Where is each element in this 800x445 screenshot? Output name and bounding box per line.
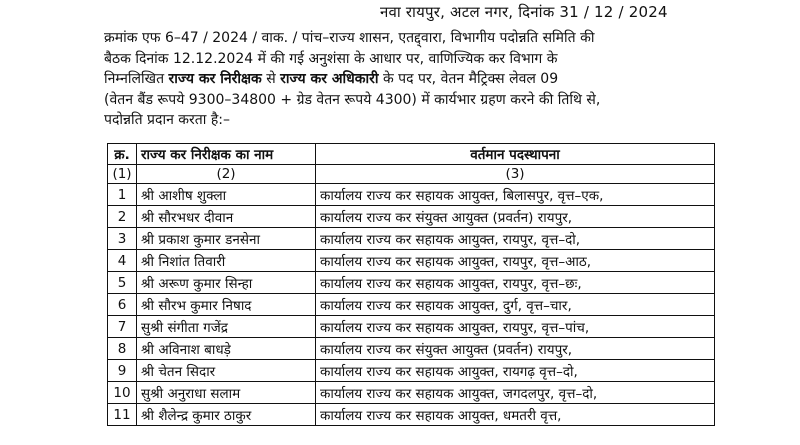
- cell-sno: 7: [108, 316, 137, 338]
- table-row: [108, 360, 715, 382]
- table-row: [108, 382, 715, 404]
- cell-posting: कार्यालय राज्य कर सहायक आयुक्त, रायपुर, वृत्त–आठ,: [316, 250, 715, 272]
- order-line-2: बैठक दिनांक 12.12.2024 में की गई अनुशंसा के आधार पर, वाणिज्यिक कर विभाग के: [104, 50, 558, 67]
- cell-sno: 1: [108, 184, 137, 206]
- cell-sno: 11: [108, 404, 137, 426]
- col-number-3: (3): [316, 165, 715, 184]
- cell-sno: 10: [108, 382, 137, 404]
- cell-name: श्री शैलेन्द्र कुमार ठाकुर: [137, 404, 316, 426]
- cell-posting: कार्यालय राज्य कर सहायक आयुक्त, रायपुर, वृत्त–दो,: [316, 228, 715, 250]
- table-row: [108, 338, 715, 360]
- cell-sno: 8: [108, 338, 137, 360]
- header-sno: क्र.: [108, 144, 137, 165]
- col-number-1: (1): [108, 165, 137, 184]
- cell-sno: 9: [108, 360, 137, 382]
- order-line-3-c: से: [261, 71, 281, 87]
- order-line-4: (वेतन बैंड रूपये 9300–34800 + ग्रेड वेतन रूपये 4300) में कार्यभार ग्रहण करने की तिथि से,: [104, 91, 601, 108]
- order-line-5: पदोन्नति प्रदान करता है:–: [104, 112, 230, 128]
- place-date-line: नवा रायपुर, अटल नगर, दिनांक 31 / 12 / 2024: [380, 3, 668, 21]
- order-line-1: क्रमांक एफ 6–47 / 2024 / वाक. / पांच–राज्य शासन, एतद्द्वारा, विभागीय पदोन्नति समिति की: [104, 30, 595, 46]
- cell-sno: 3: [108, 228, 137, 250]
- cell-name: श्री सौरभधर दीवान: [137, 206, 316, 228]
- table-row: [108, 404, 715, 426]
- cell-posting: कार्यालय राज्य कर सहायक आयुक्त, बिलासपुर, वृत्त–एक,: [316, 184, 715, 206]
- cell-posting: कार्यालय राज्य कर सहायक आयुक्त, दुर्ग, वृत्त–चार,: [316, 294, 715, 316]
- order-line-3-e: के पद पर, वेतन मैट्रिक्स लेवल 09: [378, 71, 559, 87]
- order-line-3: [104, 69, 764, 90]
- cell-posting: कार्यालय राज्य कर सहायक आयुक्त, धमतरी वृत्त,: [316, 404, 715, 426]
- cell-posting: कार्यालय राज्य कर सहायक आयुक्त, जगदलपुर, वृत्त–दो,: [316, 382, 715, 404]
- cell-posting: कार्यालय राज्य कर संयुक्त आयुक्त (प्रवर्तन) रायपुर,: [316, 206, 715, 228]
- cell-name: सुश्री संगीता गजेंद्र: [137, 316, 316, 338]
- cell-posting: कार्यालय राज्य कर संयुक्त आयुक्त (प्रवर्तन) रायपुर,: [316, 338, 715, 360]
- cell-sno: 4: [108, 250, 137, 272]
- cell-posting: कार्यालय राज्य कर सहायक आयुक्त, रायपुर, वृत्त–पांच,: [316, 316, 715, 338]
- cell-name: श्री अरूण कुमार सिन्हा: [137, 272, 316, 294]
- cell-name: सुश्री अनुराधा सलाम: [137, 382, 316, 404]
- from-post: राज्य कर निरीक्षक: [168, 71, 262, 87]
- table-row: [108, 228, 715, 250]
- table-body: [108, 165, 715, 426]
- promotion-table: [107, 143, 715, 426]
- cell-sno: 6: [108, 294, 137, 316]
- header-posting: वर्तमान पदस्थापना: [316, 144, 715, 165]
- table-row: [108, 250, 715, 272]
- cell-sno: 2: [108, 206, 137, 228]
- order-line-3-a: निम्नलिखित: [104, 71, 169, 87]
- header-name: राज्य कर निरीक्षक का नाम: [137, 144, 316, 165]
- cell-name: श्री आशीष शुक्ला: [137, 184, 316, 206]
- column-number-row: [108, 165, 715, 184]
- col-number-2: (2): [137, 165, 316, 184]
- cell-name: श्री प्रकाश कुमार डनसेना: [137, 228, 316, 250]
- cell-name: श्री अविनाश बाधड़े: [137, 338, 316, 360]
- cell-name: श्री चेतन सिदार: [137, 360, 316, 382]
- to-post: राज्य कर अधिकारी: [280, 71, 379, 87]
- cell-sno: 5: [108, 272, 137, 294]
- cell-posting: कार्यालय राज्य कर सहायक आयुक्त, रायपुर, वृत्त–छः,: [316, 272, 715, 294]
- table-row: [108, 316, 715, 338]
- table-row: [108, 294, 715, 316]
- order-paragraph: [104, 28, 764, 131]
- cell-name: श्री निशांत तिवारी: [137, 250, 316, 272]
- cell-posting: कार्यालय राज्य कर सहायक आयुक्त, रायगढ़ वृत्त–दो,: [316, 360, 715, 382]
- table-header-row: [108, 144, 715, 165]
- table-row: [108, 272, 715, 294]
- cell-name: श्री सौरभ कुमार निषाद: [137, 294, 316, 316]
- table-row: [108, 184, 715, 206]
- table-row: [108, 206, 715, 228]
